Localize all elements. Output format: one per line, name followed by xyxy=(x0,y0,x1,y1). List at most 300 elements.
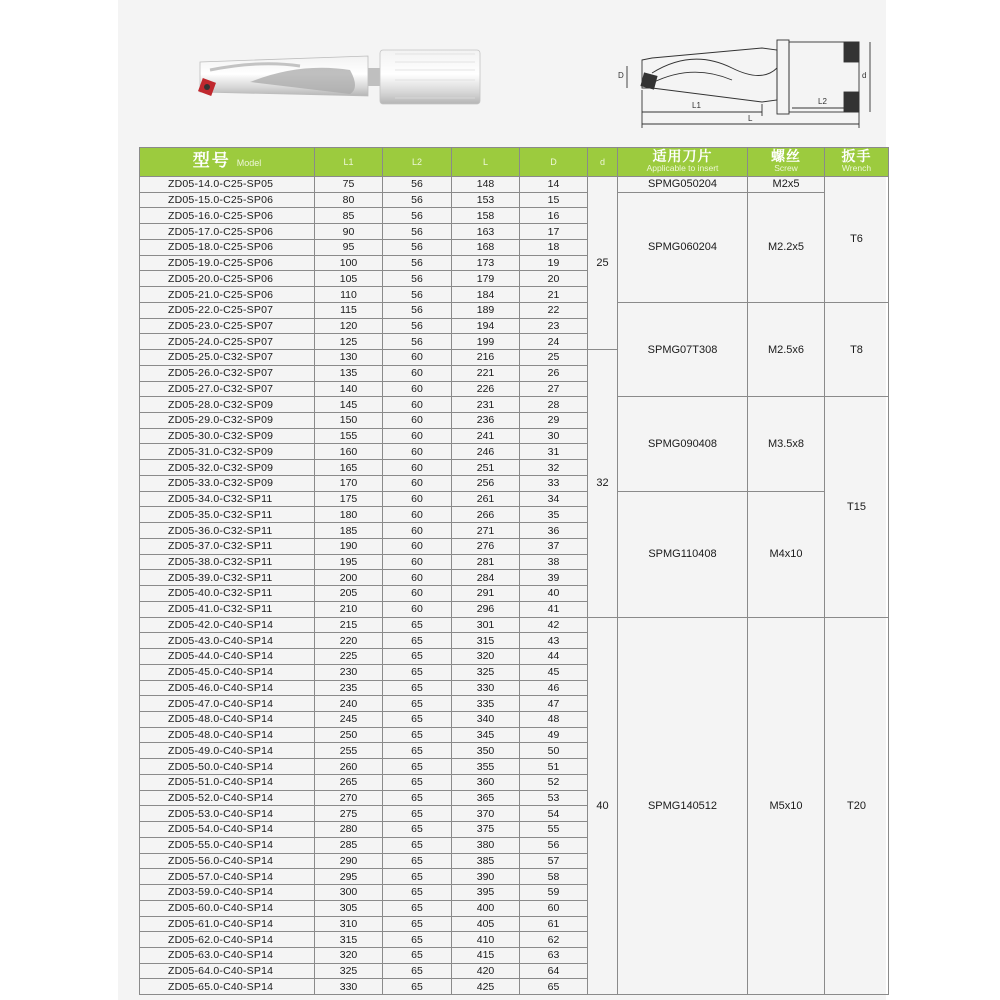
cell-L2: 60 xyxy=(383,413,452,429)
cell-D: 14 xyxy=(520,177,588,193)
cell-L1: 135 xyxy=(315,365,383,381)
cell-L2: 60 xyxy=(383,381,452,397)
cell-L1: 235 xyxy=(315,680,383,696)
cell-model: ZD05-26.0-C32-SP07 xyxy=(140,365,315,381)
table-row xyxy=(140,397,889,413)
cell-shank-d: 40 xyxy=(588,617,618,995)
cell-L1: 125 xyxy=(315,334,383,350)
cell-L: 251 xyxy=(452,460,520,476)
cell-D: 36 xyxy=(520,523,588,539)
cell-D: 38 xyxy=(520,554,588,570)
cell-L: 158 xyxy=(452,208,520,224)
table-row xyxy=(140,302,889,318)
cell-D: 44 xyxy=(520,649,588,665)
cell-model: ZD05-63.0-C40-SP14 xyxy=(140,947,315,963)
cell-L2: 65 xyxy=(383,711,452,727)
cell-L: 400 xyxy=(452,900,520,916)
cell-D: 21 xyxy=(520,287,588,303)
cell-D: 37 xyxy=(520,538,588,554)
cell-model: ZD05-44.0-C40-SP14 xyxy=(140,649,315,665)
cell-D: 39 xyxy=(520,570,588,586)
diagram-label-L: L xyxy=(748,114,753,123)
cell-L2: 65 xyxy=(383,680,452,696)
diagram-label-L2: L2 xyxy=(818,97,827,106)
cell-model: ZD05-62.0-C40-SP14 xyxy=(140,932,315,948)
cell-L2: 65 xyxy=(383,869,452,885)
cell-model: ZD05-30.0-C32-SP09 xyxy=(140,428,315,444)
header-model: 型号 Model xyxy=(140,148,315,177)
cell-L1: 85 xyxy=(315,208,383,224)
cell-L: 425 xyxy=(452,979,520,995)
cell-L1: 270 xyxy=(315,790,383,806)
cell-L1: 95 xyxy=(315,239,383,255)
cell-model: ZD05-53.0-C40-SP14 xyxy=(140,806,315,822)
cell-L1: 255 xyxy=(315,743,383,759)
cell-L2: 56 xyxy=(383,318,452,334)
cell-D: 32 xyxy=(520,460,588,476)
cell-model: ZD05-15.0-C25-SP06 xyxy=(140,192,315,208)
cell-D: 30 xyxy=(520,428,588,444)
cell-L2: 56 xyxy=(383,177,452,193)
cell-L1: 215 xyxy=(315,617,383,633)
cell-L: 236 xyxy=(452,413,520,429)
cell-model: ZD05-65.0-C40-SP14 xyxy=(140,979,315,995)
cell-L2: 65 xyxy=(383,853,452,869)
cell-D: 63 xyxy=(520,947,588,963)
cell-L2: 65 xyxy=(383,727,452,743)
header-d: d xyxy=(588,148,618,177)
cell-model: ZD05-42.0-C40-SP14 xyxy=(140,617,315,633)
cell-model: ZD05-31.0-C32-SP09 xyxy=(140,444,315,460)
cell-L: 246 xyxy=(452,444,520,460)
cell-L2: 56 xyxy=(383,334,452,350)
cell-D: 56 xyxy=(520,837,588,853)
cell-model: ZD05-64.0-C40-SP14 xyxy=(140,963,315,979)
cell-D: 57 xyxy=(520,853,588,869)
cell-L1: 265 xyxy=(315,774,383,790)
cell-L2: 60 xyxy=(383,365,452,381)
cell-L1: 285 xyxy=(315,837,383,853)
cell-D: 15 xyxy=(520,192,588,208)
header-L2: L2 xyxy=(383,148,452,177)
cell-screw: M3.5x8 xyxy=(748,397,825,491)
cell-L2: 65 xyxy=(383,885,452,901)
cell-insert: SPMG050204 xyxy=(618,177,748,193)
cell-shank-d: 25 xyxy=(588,177,618,350)
cell-wrench: T8 xyxy=(825,302,889,396)
cell-L: 415 xyxy=(452,947,520,963)
cell-L2: 65 xyxy=(383,947,452,963)
cell-D: 23 xyxy=(520,318,588,334)
cell-L2: 60 xyxy=(383,460,452,476)
cell-D: 27 xyxy=(520,381,588,397)
cell-L2: 60 xyxy=(383,570,452,586)
cell-D: 25 xyxy=(520,350,588,366)
cell-L1: 155 xyxy=(315,428,383,444)
cell-D: 16 xyxy=(520,208,588,224)
cell-L2: 60 xyxy=(383,586,452,602)
cell-model: ZD05-46.0-C40-SP14 xyxy=(140,680,315,696)
cell-model: ZD05-23.0-C25-SP07 xyxy=(140,318,315,334)
cell-L1: 130 xyxy=(315,350,383,366)
cell-model: ZD05-21.0-C25-SP06 xyxy=(140,287,315,303)
cell-D: 17 xyxy=(520,224,588,240)
cell-L2: 60 xyxy=(383,350,452,366)
diagram-label-d: d xyxy=(862,71,867,80)
header-L: L xyxy=(452,148,520,177)
cell-L: 261 xyxy=(452,491,520,507)
cell-model: ZD05-19.0-C25-SP06 xyxy=(140,255,315,271)
cell-model: ZD05-38.0-C32-SP11 xyxy=(140,554,315,570)
cell-D: 40 xyxy=(520,586,588,602)
cell-L: 330 xyxy=(452,680,520,696)
cell-model: ZD05-43.0-C40-SP14 xyxy=(140,633,315,649)
table-row xyxy=(140,491,889,507)
cell-L: 340 xyxy=(452,711,520,727)
cell-L2: 56 xyxy=(383,302,452,318)
cell-L1: 100 xyxy=(315,255,383,271)
technical-drawing xyxy=(612,28,874,132)
cell-D: 29 xyxy=(520,413,588,429)
cell-model: ZD05-45.0-C40-SP14 xyxy=(140,664,315,680)
cell-L: 148 xyxy=(452,177,520,193)
cell-L2: 60 xyxy=(383,507,452,523)
table-body xyxy=(140,177,889,995)
table-header-row xyxy=(140,148,889,177)
drill-photo xyxy=(190,40,490,110)
cell-D: 46 xyxy=(520,680,588,696)
cell-L2: 56 xyxy=(383,271,452,287)
cell-L: 385 xyxy=(452,853,520,869)
cell-L: 360 xyxy=(452,774,520,790)
cell-D: 22 xyxy=(520,302,588,318)
table-row xyxy=(140,177,889,193)
cell-L2: 65 xyxy=(383,916,452,932)
cell-D: 64 xyxy=(520,963,588,979)
cell-wrench: T6 xyxy=(825,177,889,303)
cell-L2: 65 xyxy=(383,806,452,822)
cell-L1: 160 xyxy=(315,444,383,460)
cell-insert: SPMG110408 xyxy=(618,491,748,617)
cell-L: 184 xyxy=(452,287,520,303)
cell-L1: 275 xyxy=(315,806,383,822)
cell-D: 65 xyxy=(520,979,588,995)
cell-L: 325 xyxy=(452,664,520,680)
cell-D: 54 xyxy=(520,806,588,822)
cell-L: 281 xyxy=(452,554,520,570)
cell-model: ZD05-29.0-C32-SP09 xyxy=(140,413,315,429)
cell-D: 42 xyxy=(520,617,588,633)
cell-L: 194 xyxy=(452,318,520,334)
cell-insert: SPMG07T308 xyxy=(618,302,748,396)
cell-L1: 280 xyxy=(315,822,383,838)
cell-model: ZD05-61.0-C40-SP14 xyxy=(140,916,315,932)
cell-L1: 170 xyxy=(315,475,383,491)
cell-D: 47 xyxy=(520,696,588,712)
cell-L2: 60 xyxy=(383,523,452,539)
spec-table xyxy=(139,147,889,995)
cell-model: ZD05-60.0-C40-SP14 xyxy=(140,900,315,916)
cell-L1: 175 xyxy=(315,491,383,507)
cell-L1: 80 xyxy=(315,192,383,208)
cell-model: ZD05-35.0-C32-SP11 xyxy=(140,507,315,523)
cell-L: 410 xyxy=(452,932,520,948)
cell-L: 266 xyxy=(452,507,520,523)
cell-model: ZD05-49.0-C40-SP14 xyxy=(140,743,315,759)
cell-model: ZD05-28.0-C32-SP09 xyxy=(140,397,315,413)
cell-L2: 65 xyxy=(383,963,452,979)
cell-L1: 75 xyxy=(315,177,383,193)
cell-L1: 330 xyxy=(315,979,383,995)
cell-insert: SPMG060204 xyxy=(618,192,748,302)
cell-L: 405 xyxy=(452,916,520,932)
table-row xyxy=(140,617,889,633)
cell-L1: 315 xyxy=(315,932,383,948)
cell-D: 62 xyxy=(520,932,588,948)
cell-L: 173 xyxy=(452,255,520,271)
cell-D: 60 xyxy=(520,900,588,916)
cell-D: 43 xyxy=(520,633,588,649)
cell-L1: 110 xyxy=(315,287,383,303)
diagram-label-D: D xyxy=(618,71,624,80)
cell-D: 59 xyxy=(520,885,588,901)
insert-screw xyxy=(204,84,210,90)
cell-L: 365 xyxy=(452,790,520,806)
cell-L1: 105 xyxy=(315,271,383,287)
cell-L: 284 xyxy=(452,570,520,586)
cell-L2: 65 xyxy=(383,696,452,712)
cell-D: 31 xyxy=(520,444,588,460)
cell-L: 315 xyxy=(452,633,520,649)
cell-D: 53 xyxy=(520,790,588,806)
cell-L1: 150 xyxy=(315,413,383,429)
cell-L1: 190 xyxy=(315,538,383,554)
cell-D: 34 xyxy=(520,491,588,507)
cell-L: 345 xyxy=(452,727,520,743)
cell-L2: 65 xyxy=(383,822,452,838)
cell-D: 45 xyxy=(520,664,588,680)
cell-model: ZD05-22.0-C25-SP07 xyxy=(140,302,315,318)
cell-L1: 195 xyxy=(315,554,383,570)
diagram-label-L1: L1 xyxy=(692,101,701,110)
cell-L: 168 xyxy=(452,239,520,255)
cell-L: 276 xyxy=(452,538,520,554)
cell-L2: 56 xyxy=(383,239,452,255)
cell-model: ZD05-55.0-C40-SP14 xyxy=(140,837,315,853)
cell-L1: 90 xyxy=(315,224,383,240)
cell-L2: 65 xyxy=(383,633,452,649)
cell-D: 55 xyxy=(520,822,588,838)
cell-L2: 60 xyxy=(383,538,452,554)
cell-L1: 320 xyxy=(315,947,383,963)
cell-L2: 65 xyxy=(383,774,452,790)
cell-model: ZD05-33.0-C32-SP09 xyxy=(140,475,315,491)
cell-model: ZD05-25.0-C32-SP07 xyxy=(140,350,315,366)
cell-L1: 165 xyxy=(315,460,383,476)
cell-D: 35 xyxy=(520,507,588,523)
cell-model: ZD05-51.0-C40-SP14 xyxy=(140,774,315,790)
cell-D: 20 xyxy=(520,271,588,287)
cell-model: ZD05-32.0-C32-SP09 xyxy=(140,460,315,476)
cell-L: 291 xyxy=(452,586,520,602)
cell-L: 189 xyxy=(452,302,520,318)
cell-L2: 65 xyxy=(383,790,452,806)
cell-model: ZD05-17.0-C25-SP06 xyxy=(140,224,315,240)
cell-L: 271 xyxy=(452,523,520,539)
cell-L2: 65 xyxy=(383,759,452,775)
cell-L2: 60 xyxy=(383,428,452,444)
cell-L: 350 xyxy=(452,743,520,759)
cell-L: 420 xyxy=(452,963,520,979)
cell-wrench: T15 xyxy=(825,397,889,617)
cell-D: 61 xyxy=(520,916,588,932)
cell-L: 256 xyxy=(452,475,520,491)
cell-L1: 200 xyxy=(315,570,383,586)
cell-model: ZD05-40.0-C32-SP11 xyxy=(140,586,315,602)
cell-model: ZD05-50.0-C40-SP14 xyxy=(140,759,315,775)
cell-D: 52 xyxy=(520,774,588,790)
cell-model: ZD05-24.0-C25-SP07 xyxy=(140,334,315,350)
cell-model: ZD05-56.0-C40-SP14 xyxy=(140,853,315,869)
cell-L: 216 xyxy=(452,350,520,366)
cell-L1: 230 xyxy=(315,664,383,680)
cell-L1: 220 xyxy=(315,633,383,649)
cell-wrench: T20 xyxy=(825,617,889,995)
cell-model: ZD05-48.0-C40-SP14 xyxy=(140,711,315,727)
cell-model: ZD05-57.0-C40-SP14 xyxy=(140,869,315,885)
cell-insert: SPMG140512 xyxy=(618,617,748,995)
cell-L1: 180 xyxy=(315,507,383,523)
cell-model: ZD05-18.0-C25-SP06 xyxy=(140,239,315,255)
cell-L: 301 xyxy=(452,617,520,633)
cell-model: ZD05-39.0-C32-SP11 xyxy=(140,570,315,586)
cell-model: ZD05-52.0-C40-SP14 xyxy=(140,790,315,806)
cell-L2: 56 xyxy=(383,255,452,271)
cell-L: 296 xyxy=(452,601,520,617)
cell-L1: 145 xyxy=(315,397,383,413)
cell-L: 241 xyxy=(452,428,520,444)
cell-L: 390 xyxy=(452,869,520,885)
header-wrench: 扳手 Wrench xyxy=(825,148,889,177)
cell-D: 48 xyxy=(520,711,588,727)
cell-L2: 65 xyxy=(383,743,452,759)
cell-screw: M5x10 xyxy=(748,617,825,995)
cell-L: 226 xyxy=(452,381,520,397)
cell-L: 320 xyxy=(452,649,520,665)
cell-D: 33 xyxy=(520,475,588,491)
cell-D: 28 xyxy=(520,397,588,413)
cell-L: 153 xyxy=(452,192,520,208)
cell-L: 335 xyxy=(452,696,520,712)
cell-model: ZD05-41.0-C32-SP11 xyxy=(140,601,315,617)
cell-L1: 250 xyxy=(315,727,383,743)
cell-L: 355 xyxy=(452,759,520,775)
cell-L1: 225 xyxy=(315,649,383,665)
cell-model: ZD05-54.0-C40-SP14 xyxy=(140,822,315,838)
cell-model: ZD05-20.0-C25-SP06 xyxy=(140,271,315,287)
cell-L2: 65 xyxy=(383,664,452,680)
cell-model: ZD05-14.0-C25-SP05 xyxy=(140,177,315,193)
cell-L2: 60 xyxy=(383,554,452,570)
cell-L2: 65 xyxy=(383,649,452,665)
cell-D: 51 xyxy=(520,759,588,775)
cell-model: ZD03-59.0-C40-SP14 xyxy=(140,885,315,901)
cell-L2: 65 xyxy=(383,617,452,633)
cell-insert: SPMG090408 xyxy=(618,397,748,491)
header-screw: 螺丝 Screw xyxy=(748,148,825,177)
cell-L2: 65 xyxy=(383,837,452,853)
cell-L2: 60 xyxy=(383,475,452,491)
cell-model: ZD05-37.0-C32-SP11 xyxy=(140,538,315,554)
cell-L: 375 xyxy=(452,822,520,838)
cell-L1: 120 xyxy=(315,318,383,334)
cell-D: 26 xyxy=(520,365,588,381)
cell-shank-d: 32 xyxy=(588,350,618,617)
cell-L2: 60 xyxy=(383,601,452,617)
cell-D: 24 xyxy=(520,334,588,350)
cell-L2: 60 xyxy=(383,444,452,460)
cell-L2: 56 xyxy=(383,208,452,224)
cell-model: ZD05-16.0-C25-SP06 xyxy=(140,208,315,224)
header-insert: 适用刀片 Applicable to insert xyxy=(618,148,748,177)
cell-L: 380 xyxy=(452,837,520,853)
cell-D: 58 xyxy=(520,869,588,885)
cell-L1: 290 xyxy=(315,853,383,869)
cell-L2: 65 xyxy=(383,932,452,948)
cell-L1: 325 xyxy=(315,963,383,979)
cell-L1: 310 xyxy=(315,916,383,932)
cell-model: ZD05-36.0-C32-SP11 xyxy=(140,523,315,539)
cell-D: 19 xyxy=(520,255,588,271)
cell-model: ZD05-47.0-C40-SP14 xyxy=(140,696,315,712)
cell-screw: M2.5x6 xyxy=(748,302,825,396)
cell-L: 221 xyxy=(452,365,520,381)
cell-L1: 115 xyxy=(315,302,383,318)
table-row xyxy=(140,192,889,208)
cell-L2: 56 xyxy=(383,224,452,240)
cell-screw: M2.2x5 xyxy=(748,192,825,302)
cell-L2: 56 xyxy=(383,287,452,303)
cell-L: 231 xyxy=(452,397,520,413)
cell-L1: 185 xyxy=(315,523,383,539)
header-L1: L1 xyxy=(315,148,383,177)
cell-model: ZD05-48.0-C40-SP14 xyxy=(140,727,315,743)
cell-D: 18 xyxy=(520,239,588,255)
cell-L2: 65 xyxy=(383,900,452,916)
cell-model: ZD05-27.0-C32-SP07 xyxy=(140,381,315,397)
cell-screw: M2x5 xyxy=(748,177,825,193)
cell-D: 41 xyxy=(520,601,588,617)
cell-L1: 140 xyxy=(315,381,383,397)
cell-D: 50 xyxy=(520,743,588,759)
cell-L: 395 xyxy=(452,885,520,901)
cell-L1: 295 xyxy=(315,869,383,885)
cell-L: 163 xyxy=(452,224,520,240)
cell-L2: 60 xyxy=(383,397,452,413)
cell-L: 179 xyxy=(452,271,520,287)
cell-L: 370 xyxy=(452,806,520,822)
cell-L1: 205 xyxy=(315,586,383,602)
cell-L1: 305 xyxy=(315,900,383,916)
cell-L2: 56 xyxy=(383,192,452,208)
cell-L1: 245 xyxy=(315,711,383,727)
header-D: D xyxy=(520,148,588,177)
cell-L1: 300 xyxy=(315,885,383,901)
cell-D: 49 xyxy=(520,727,588,743)
cell-L2: 60 xyxy=(383,491,452,507)
cell-L: 199 xyxy=(452,334,520,350)
cell-L1: 260 xyxy=(315,759,383,775)
